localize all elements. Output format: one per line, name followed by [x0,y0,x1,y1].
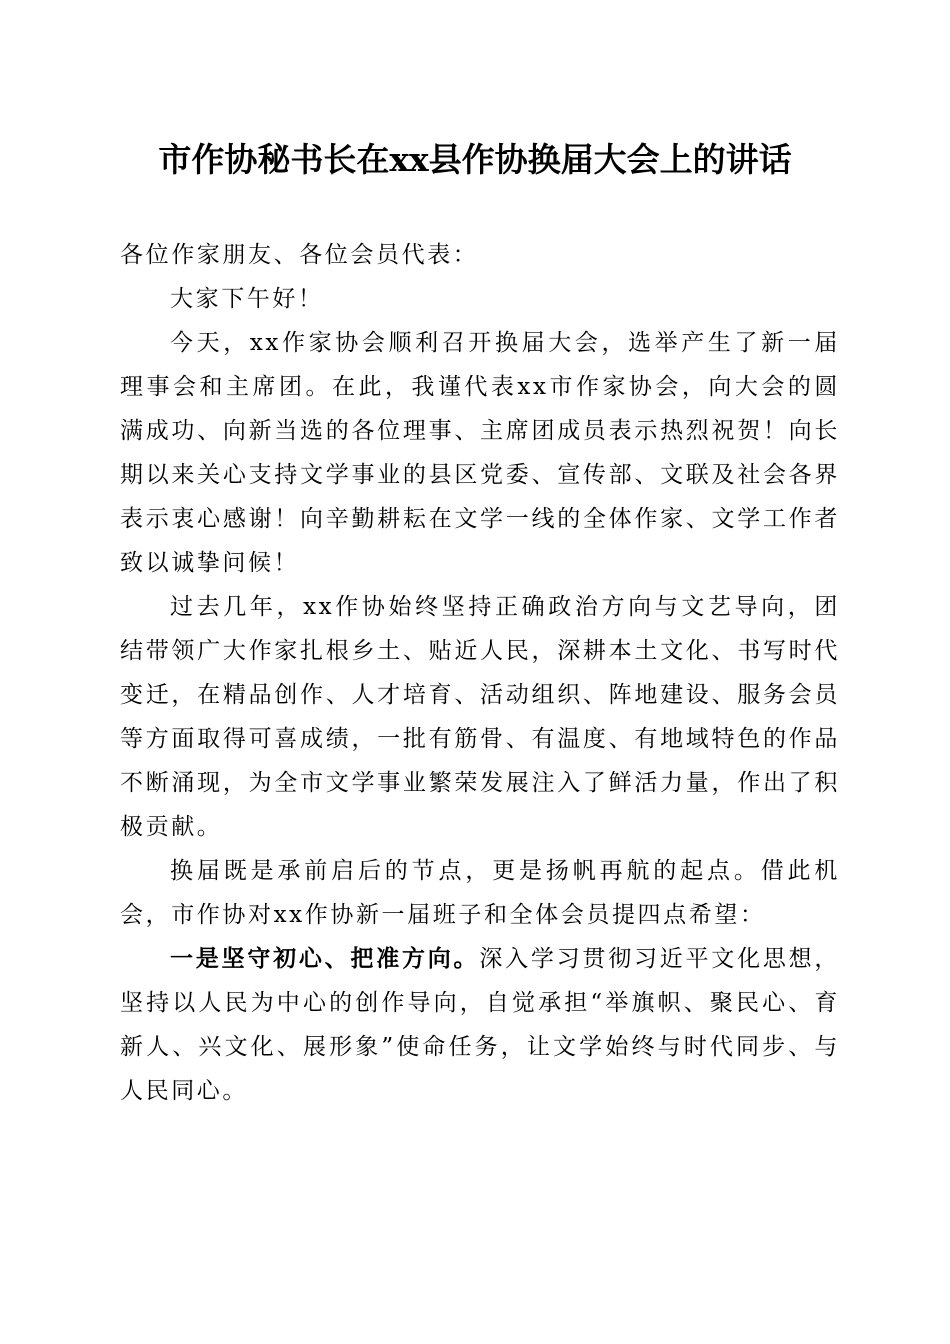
point-one-heading: 一是坚守初心、把准方向。 [170,945,480,972]
salutation: 各位作家朋友、各位会员代表： [120,242,479,268]
paragraph-point-one [120,937,840,1113]
paragraph-congratulations: 今天，xx作家协会顺利召开换届大会，选举产生了新一届理事会和主席团。在此，我谨代表xx市作家协会，向大会的圆满成功、向新当选的各位理事、主席团成员表示热烈祝贺！向长期以来关心支持文学事业的县区党委、宣传部、文联及社会各界表示衷心感谢！向辛勤耕耘在文学一线的全体作家、文学工作者致以诚挚问候！ [120,330,840,576]
paragraph-achievements: 过去几年，xx作协始终坚持正确政治方向与文艺导向，团结带领广大作家扎根乡土、贴近人民，深耕本土文化、书写时代变迁，在精品创作、人才培育、活动组织、阵地建设、服务会员等方面取得可喜成绩，一批有筋骨、有温度、有地域特色的作品不断涌现，为全市文学事业繁荣发展注入了鲜活力量，作出了积极贡献。 [120,594,840,840]
document-title: 市作协秘书长在xx县作协换届大会上的讲话 [158,140,792,179]
document-body [120,233,840,1113]
paragraph-hopes-intro: 换届既是承前启后的节点，更是扬帆再航的起点。借此机会，市作协对xx作协新一届班子和全体会员提四点希望： [120,858,840,928]
point-one-text: 深入学习贯彻习近平文化思想，坚持以人民为中心的创作导向，自觉承担“举旗帜、聚民心、育新人、兴文化、展形象”使命任务，让文学始终与时代同步、与人民同心。 [120,946,840,1104]
greeting: 大家下午好！ [170,286,324,312]
